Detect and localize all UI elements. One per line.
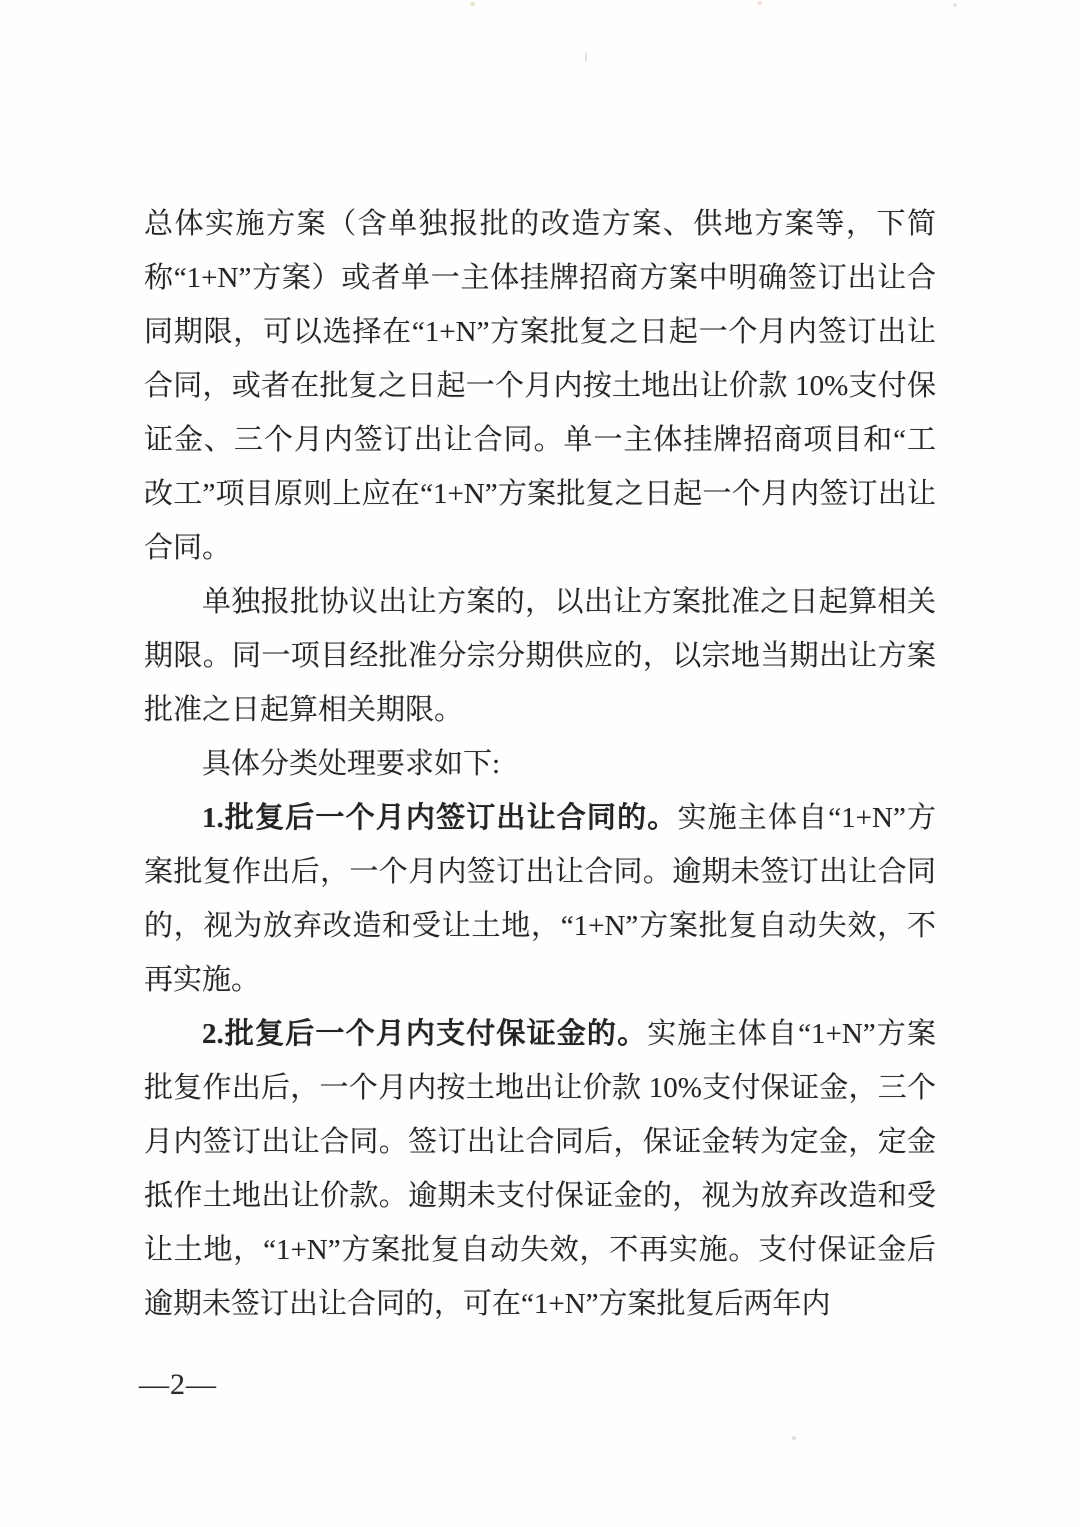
list-item-2-body: 实施主体自“1+N”方案批复作出后，一个月内按土地出让价款 10%支付保证金，三个月内签订出让合同。签订出让合同后，保证金转为定金，定金抵作土地出让价款。逾期未支付保证金的，视为放弃改造和受让土地，“1+N”方案批复自动失效，不再实施。支付保证金后逾期未签订出让合同的，可在“1+N”方案批复后两年内 bbox=[144, 1018, 936, 1320]
scan-artifact bbox=[792, 1436, 796, 1440]
paragraph-separate-approval: 单独报批协议出让方案的，以出让方案批准之日起算相关期限。同一项目经批准分宗分期供应的，以宗地当期出让方案批准之日起算相关期限。 bbox=[144, 586, 936, 726]
paragraph-overall-plan-continuation: 总体实施方案（含单独报批的改造方案、供地方案等，下简称“1+N”方案）或者单一主体挂牌招商方案中明确签订出让合同期限，可以选择在“1+N”方案批复之日起一个月内签订出让合同，或者在批复之日起一个月内按土地出让价款 10%支付保证金、三个月内签订出让合同。单一主体挂牌招商项目和“工改工”项目原则上应在“1+N”方案批复之日起一个月内签订出让合同。 bbox=[144, 208, 936, 564]
list-item-1-body: 实施主体自“1+N”方案批复作出后，一个月内签订出让合同。逾期未签订出让合同的，视为放弃改造和受让土地，“1+N”方案批复自动失效，不再实施。 bbox=[144, 802, 936, 996]
scan-artifact bbox=[757, 1, 762, 5]
scan-artifact bbox=[953, 3, 957, 7]
scan-artifact bbox=[470, 2, 475, 6]
page-number: —2— bbox=[139, 1368, 217, 1401]
scan-artifact bbox=[585, 52, 587, 62]
list-item-2 bbox=[144, 1007, 936, 1331]
paragraph-classification-intro: 具体分类处理要求如下: bbox=[202, 748, 501, 780]
list-item-1-heading: 1.批复后一个月内签订出让合同的。 bbox=[202, 802, 678, 834]
list-item-1 bbox=[144, 791, 936, 1007]
document-body bbox=[144, 197, 936, 1331]
list-item-2-heading: 2.批复后一个月内支付保证金的。 bbox=[202, 1018, 648, 1050]
